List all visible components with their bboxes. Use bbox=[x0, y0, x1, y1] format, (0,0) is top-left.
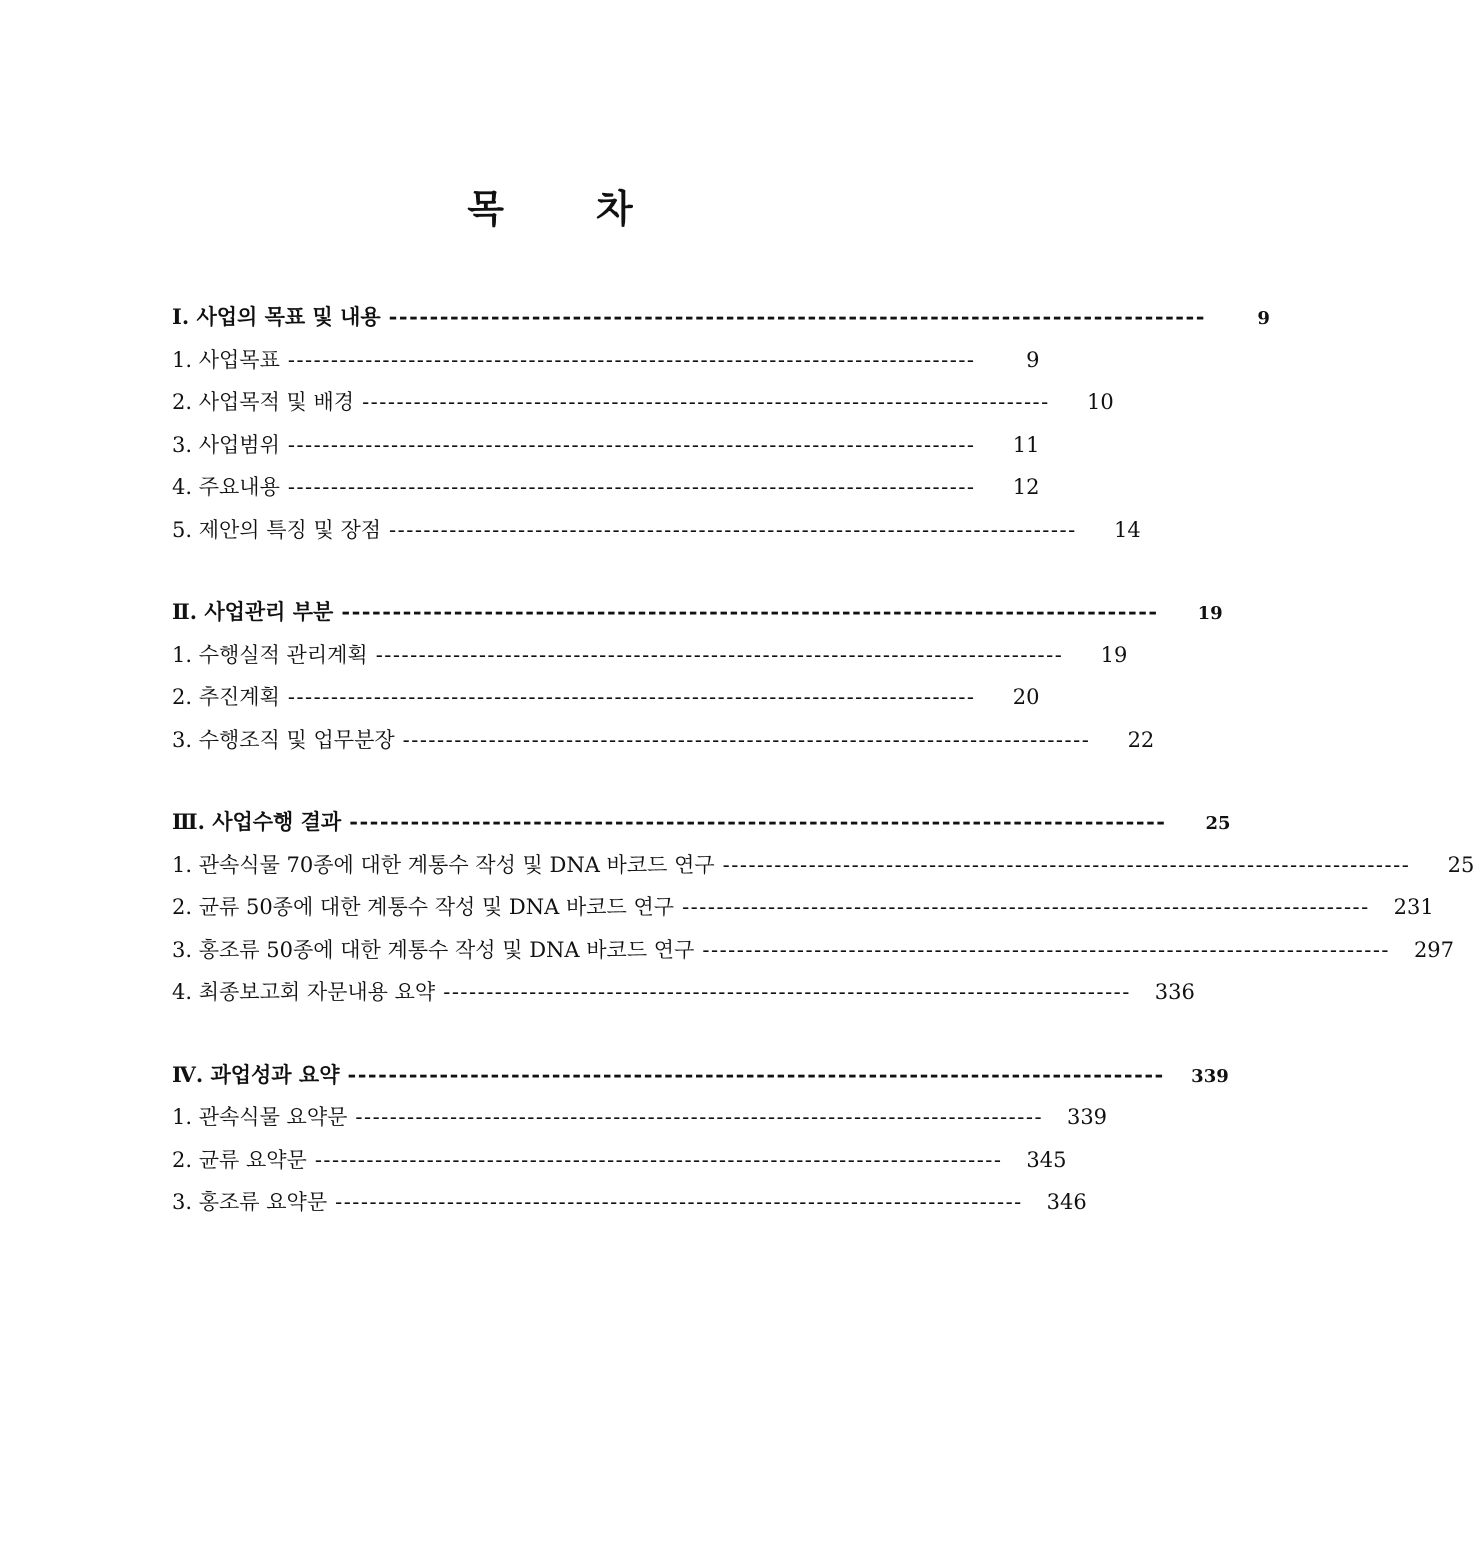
toc-page-number: 11 bbox=[1012, 432, 1040, 457]
toc-entry[interactable] bbox=[172, 339, 1040, 382]
toc-heading[interactable] bbox=[172, 591, 1223, 634]
toc-entry[interactable] bbox=[172, 844, 1474, 887]
dot-leader: -------------------------------------------------------------------------------- bbox=[349, 809, 1167, 834]
toc-page-number: 336 bbox=[1154, 980, 1195, 1004]
toc-page-number: 9 bbox=[1257, 308, 1270, 329]
toc-entry-label: 2. 추진계획 bbox=[172, 685, 280, 709]
toc-page-number: 14 bbox=[1113, 517, 1141, 542]
toc-entry[interactable] bbox=[172, 381, 1114, 424]
toc-entry-label: 1. 수행실적 관리계획 bbox=[172, 642, 368, 667]
toc-heading[interactable] bbox=[172, 1054, 1229, 1097]
toc-page-number: 10 bbox=[1087, 390, 1114, 414]
dot-leader: -------------------------------------------------------------------------------- bbox=[347, 1061, 1165, 1087]
toc-heading-label: I. 사업의 목표 및 내용 bbox=[172, 304, 381, 329]
toc-page-number: 345 bbox=[1026, 1147, 1067, 1172]
toc-entry-label: 3. 수행조직 및 업무분장 bbox=[172, 727, 395, 752]
toc-entry-label: 1. 관속식물 70종에 대한 계통수 작성 및 DNA 바코드 연구 bbox=[172, 852, 715, 877]
toc-section-2 bbox=[172, 591, 1223, 761]
toc-entry[interactable] bbox=[172, 1181, 1087, 1224]
dot-leader: -------------------------------------------------------------------------------- bbox=[388, 304, 1206, 329]
toc-entry[interactable] bbox=[172, 971, 1195, 1014]
dot-leader: -------------------------------------------------------------------------------- bbox=[335, 1190, 1023, 1214]
page-title bbox=[0, 178, 1100, 233]
toc-page-number: 346 bbox=[1046, 1190, 1087, 1214]
toc-entry-label: 1. 관속식물 요약문 bbox=[172, 1105, 348, 1129]
dot-leader: -------------------------------------------------------------------------------- bbox=[287, 475, 976, 499]
toc-entry-label: 2. 균류 50종에 대한 계통수 작성 및 DNA 바코드 연구 bbox=[172, 895, 675, 919]
toc-heading-label: Ⅳ. 과업성과 요약 bbox=[172, 1061, 340, 1087]
toc-entry-label: 3. 홍조류 50종에 대한 계통수 작성 및 DNA 바코드 연구 bbox=[172, 937, 695, 962]
toc-page-number: 231 bbox=[1393, 895, 1434, 919]
dot-leader: -------------------------------------------------------------------------------- bbox=[702, 937, 1391, 962]
toc-page-number: 9 bbox=[1026, 347, 1040, 372]
dot-leader: -------------------------------------------------------------------------------- bbox=[443, 980, 1131, 1004]
dot-leader: -------------------------------------------------------------------------------- bbox=[341, 599, 1159, 624]
toc-entry-label: 1. 사업목표 bbox=[172, 347, 280, 372]
toc-page-number: 25 bbox=[1447, 852, 1474, 877]
toc-entry-label: 3. 사업범위 bbox=[172, 432, 280, 457]
dot-leader: -------------------------------------------------------------------------------- bbox=[389, 517, 1077, 542]
dot-leader: -------------------------------------------------------------------------------- bbox=[287, 432, 976, 457]
toc-entry[interactable] bbox=[172, 676, 1040, 719]
toc-heading-label: Ⅲ. 사업수행 결과 bbox=[172, 809, 342, 834]
toc-entry-label: 4. 최종보고회 자문내용 요약 bbox=[172, 980, 436, 1004]
page-title-part2: 차 bbox=[596, 187, 633, 231]
toc-page-number: 19 bbox=[1100, 642, 1128, 667]
toc-entry[interactable] bbox=[172, 509, 1141, 552]
dot-leader: -------------------------------------------------------------------------------- bbox=[402, 727, 1091, 752]
toc-page-number: 339 bbox=[1066, 1105, 1108, 1129]
toc-section-1 bbox=[172, 296, 1270, 551]
toc-section-4 bbox=[172, 1054, 1229, 1224]
page-title-part1: 목 bbox=[467, 187, 504, 231]
toc-heading-label: Ⅱ. 사업관리 부분 bbox=[172, 599, 334, 624]
toc-entry-label: 3. 홍조류 요약문 bbox=[172, 1190, 328, 1214]
toc-entry[interactable] bbox=[172, 1096, 1108, 1139]
toc-entry[interactable] bbox=[172, 634, 1128, 677]
toc-page-number: 339 bbox=[1191, 1065, 1229, 1087]
toc-entry[interactable] bbox=[172, 1139, 1067, 1182]
toc-entry[interactable] bbox=[172, 466, 1040, 509]
dot-leader: -------------------------------------------------------------------------------- bbox=[375, 642, 1064, 667]
toc-entry[interactable] bbox=[172, 886, 1434, 929]
toc-entry-label: 2. 사업목적 및 배경 bbox=[172, 390, 355, 414]
toc-page-number: 297 bbox=[1413, 937, 1455, 962]
dot-leader: -------------------------------------------------------------------------------- bbox=[287, 685, 976, 709]
dot-leader: -------------------------------------------------------------------------------- bbox=[682, 895, 1370, 919]
toc-entry-label: 5. 제안의 특징 및 장점 bbox=[172, 517, 382, 542]
toc-page-number: 20 bbox=[1012, 685, 1040, 709]
dot-leader: -------------------------------------------------------------------------------- bbox=[722, 852, 1411, 877]
toc-section-3 bbox=[172, 801, 1474, 1014]
dot-leader: -------------------------------------------------------------------------------- bbox=[362, 390, 1050, 414]
dot-leader: -------------------------------------------------------------------------------- bbox=[355, 1105, 1044, 1129]
toc-entry-label: 4. 주요내용 bbox=[172, 475, 280, 499]
toc-entry[interactable] bbox=[172, 929, 1455, 972]
toc-page-number: 12 bbox=[1012, 475, 1040, 499]
toc-heading[interactable] bbox=[172, 801, 1231, 844]
table-of-contents bbox=[172, 296, 1474, 1264]
toc-page-number: 25 bbox=[1205, 813, 1231, 834]
toc-page-number: 19 bbox=[1197, 603, 1223, 624]
toc-page-number: 22 bbox=[1127, 727, 1155, 752]
dot-leader: -------------------------------------------------------------------------------- bbox=[314, 1147, 1003, 1172]
toc-entry[interactable] bbox=[172, 424, 1040, 467]
toc-heading[interactable] bbox=[172, 296, 1270, 339]
toc-entry[interactable] bbox=[172, 719, 1155, 762]
dot-leader: -------------------------------------------------------------------------------- bbox=[287, 347, 976, 372]
toc-entry-label: 2. 균류 요약문 bbox=[172, 1147, 307, 1172]
